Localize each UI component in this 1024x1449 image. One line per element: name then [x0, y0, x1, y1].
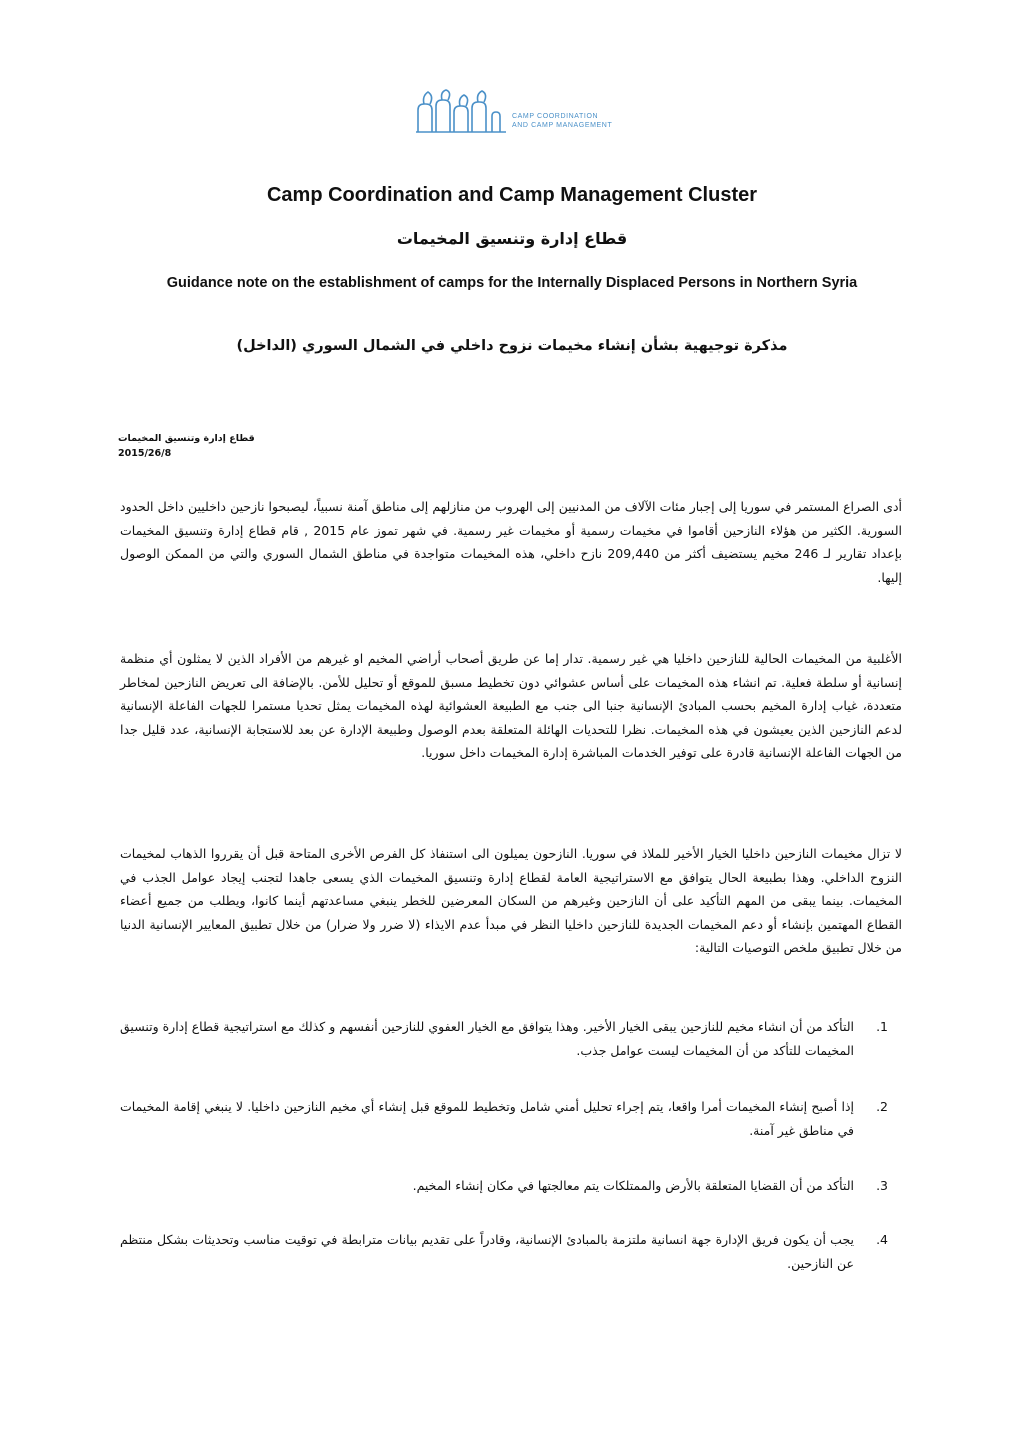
list-item-text: يجب أن يكون فريق الإدارة جهة انسانية ملتزمة بالمبادئ الإنسانية، وقادراً على تقديم بيانات مترابطة في توقيت مناسب وتحديثات بشكل منتظم عن النازحين. — [120, 1232, 854, 1271]
logo-text — [512, 112, 612, 130]
list-item-number: 2. — [876, 1099, 888, 1114]
meta-date: 2015/26/8 — [118, 448, 172, 459]
list-item — [120, 1174, 902, 1198]
paragraph-context: الأغلبية من المخيمات الحالية للنازحين داخليا هي غير رسمية. تدار إما عن طريق أصحاب أراضي المخيم او غيرهم من الأفراد الذين لا يمثلون أي منظمة إنسانية أو سلطة فعلية. تم انشاء هذه المخيمات على أساس عشوائي دون تخطيط مسبق للموقع أو تحليل للأمن. بالإضافة الى تعريض النازحين لمخاطر متعددة، غياب إدارة المخيم بحسب المبادئ الإنسانية جنبا الى جنب مع الطبيعة العشوائية لهذه المخيمات يمثل تحديا مستمرا للجهات الفاعلة الإنسانية لدعم النازحين الذين يعيشون في هذه المخيمات. نظرا للتحديات الهائلة المتعلقة بعدم الوصول وطبيعة الإدارة عن بعد للاستجابة الإنسانية، عدد قليل جدا من الجهات الفاعلة الإنسانية قادرة على توفير الخدمات المباشرة إدارة المخيمات داخل سوريا. — [120, 651, 902, 760]
list-item-text: التأكد من أن انشاء مخيم للنازحين يبقى الخيار الأخير. وهذا يتوافق مع الخيار العفوي للنازحين أنفسهم و كذلك مع استراتيجية قطاع إدارة وتنسيق المخيمات للتأكد من أن المخيمات ليست عوامل جذب. — [120, 1019, 854, 1058]
list-item-number: 4. — [876, 1232, 888, 1247]
page-title-en: Camp Coordination and Camp Management Cluster — [266, 184, 758, 206]
logo-text-line2: AND CAMP MANAGEMENT — [512, 122, 613, 129]
list-item-number: 3. — [876, 1178, 888, 1193]
page-title-ar: قطاع إدارة وتنسيق المخيمات — [396, 229, 628, 248]
subtitle-en: Guidance note on the establishment of camps for the Internally Displaced Persons in Northern Syria — [166, 275, 858, 291]
list-item — [120, 1015, 902, 1062]
list-item-number: 1. — [876, 1019, 888, 1034]
list-item — [120, 1228, 902, 1275]
list-item-text: التأكد من أن القضايا المتعلقة بالأرض والممتلكات يتم معالجتها في مكان إنشاء المخيم. — [412, 1178, 854, 1193]
subtitle-ar: مذكرة توجيهية بشأن إنشاء مخيمات نزوح داخلي في الشمال السوري (الداخل) — [236, 338, 788, 354]
paragraph-guidance: لا تزال مخيمات النازحين داخليا الخيار الأخير للملاذ في سوريا. النازحون يميلون الى استنفاذ كل الفرص الأخرى المتاحة قبل أن يقرروا الذهاب لمخيمات النزوح الداخلي. وهذا بطبيعة الحال يتوافق مع الاستراتيجية العامة لقطاع إدارة وتنسيق المخيمات الذي يسعى جاهدا لتجنب إيجاد عوامل الجذب في المخيمات. بينما يبقى من المهم التأكيد على أن النازحين وغيرهم من السكان المعرضين للخطر ينبغي مساعدتهم أينما كانوا، ويطلب من جميع أعضاء القطاع المهتمين بإنشاء أو دعم المخيمات الجديدة للنازحين داخليا النظر في مبدأ عدم الايذاء (لا ضرر ولا ضرار) من خلال تطبيق المعايير الإنسانية الدنيا من خلال تطبيق ملخص التوصيات التالية: — [120, 846, 902, 955]
paragraph-intro: أدى الصراع المستمر في سوريا إلى إجبار مئات الآلاف من المدنيين إلى الهروب من منازلهم إلى مناطق آمنة نسبياً، ليصبحوا نازحين داخليين داخل الحدود السورية. الكثير من هؤلاء النازحين أقاموا في مخيمات رسمية أو مخيمات غير رسمية. في شهر تموز عام 2015 , قام قطاع إدارة وتنسيق المخيمات بإعداد تقارير لـ 246 مخيم يستضيف أكثر من 209,440 نازح داخلي، هذه المخيمات متواجدة في مناطق الشمال السوري والتي من الممكن الوصول إليها. — [120, 499, 903, 585]
list-item-text: إذا أصبح إنشاء المخيمات أمرا واقعا، يتم إجراء تحليل أمني شامل وتخطيط للموقع قبل إنشاء أي مخيم النازحين داخليا. لا ينبغي إقامة المخيمات في مناطق غير آمنة. — [120, 1099, 854, 1138]
document-meta — [118, 431, 255, 461]
meta-author: قطاع إدارة وتنسيق المخيمات — [118, 433, 255, 444]
logo-text-line1: CAMP COORDINATION — [512, 113, 599, 120]
list-item — [120, 1095, 902, 1142]
